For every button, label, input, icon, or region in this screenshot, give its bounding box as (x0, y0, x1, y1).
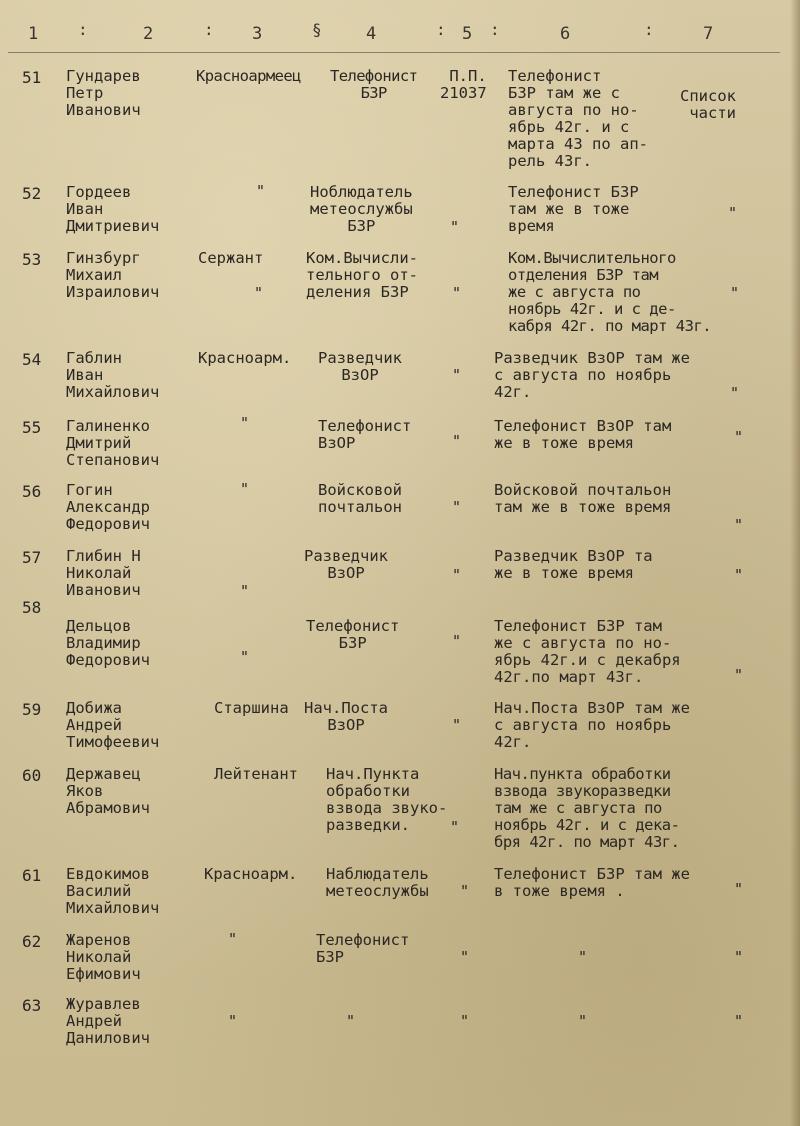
row-55-service: Телефонист ВзОР там же в тоже время (494, 417, 672, 452)
row-51-unit: П.П. 21037 (440, 67, 487, 102)
row-60-service: Нач.пункта обработки взвода звукоразведки там же с августа по ноябрь 42г. и с дека- бря 42г. по март 43г. (494, 765, 680, 851)
row-58-unit-ditto: " (452, 632, 462, 650)
row-57-name: Глибин Н Николай Иванович (66, 547, 141, 599)
row-56-note-ditto: " (734, 516, 744, 534)
column-separator: : (644, 20, 653, 39)
row-58-name: Дельцов Владимир Федорович (66, 617, 150, 669)
row-61-name: Евдокимов Василий Михайлович (66, 865, 160, 917)
row-52-name: Гордеев Иван Дмитриевич (66, 183, 160, 235)
row-53-service: Ком.Вычислительного отделения БЗР там же с августа по ноябрь 42г. и с де- кабря 42г. по март 43г. (508, 249, 712, 335)
row-56-rank-ditto: " (240, 480, 250, 498)
row-53-post: Ком.Вычисли- тельного от- деления БЗР (306, 249, 418, 301)
row-62-note-ditto: " (734, 948, 744, 966)
paper-edge-shadow (790, 0, 800, 1126)
row-63-service-ditto: " (578, 1012, 588, 1030)
column-header-4: 4 (366, 24, 377, 44)
row-61-rank: Красноарм. (204, 865, 298, 883)
row-61-unit-ditto: " (460, 882, 470, 900)
row-51-post: Телефонист БЗР (330, 67, 418, 102)
row-53-rank-ditto-below: " (254, 284, 264, 302)
row-58-service: Телефонист БЗР там же с августа по но- ябрь 42г.и с декабря 42г.по март 43г. (494, 617, 681, 686)
row-62-name: Жаренов Николай Ефимович (66, 931, 141, 983)
row-60-number: 60 (22, 766, 42, 785)
row-59-number: 59 (22, 700, 42, 719)
row-51-service: Телефонист БЗР там же с августа по но- ябрь 42г. и с марта 43 по ап- рель 43г. (508, 67, 648, 170)
header-underline (8, 52, 780, 53)
row-56-post: Войсковой почтальон (318, 481, 402, 516)
row-63-rank-ditto: " (228, 1012, 238, 1030)
column-separator: : (490, 20, 499, 39)
row-52-rank-ditto: " (256, 182, 266, 200)
row-52-number: 52 (22, 184, 42, 203)
row-59-unit-ditto: " (452, 716, 462, 734)
row-62-rank-ditto: " (228, 930, 238, 948)
row-63-post-ditto: " (346, 1012, 356, 1030)
row-54-service: Разведчик ВзОР там же с августа по ноябрь 42г. (494, 349, 690, 401)
row-60-post: Нач.Пункта обработки взвода звуко- разведки. (326, 765, 448, 834)
row-55-note-ditto: " (734, 428, 744, 446)
column-header-6: 6 (560, 24, 571, 44)
row-53-number: 53 (22, 250, 42, 269)
row-61-number: 61 (22, 866, 42, 885)
row-52-post: Ноблюдатель метеослужбы БЗР (310, 183, 413, 235)
row-55-name: Галиненко Дмитрий Степанович (66, 417, 160, 469)
row-62-number: 62 (22, 932, 42, 951)
row-60-unit-ditto: " (450, 818, 460, 836)
row-56-service: Войсковой почтальон там же в тоже время (494, 481, 672, 516)
row-60-name: Державец Яков Абрамович (66, 765, 150, 817)
row-57-service: Разведчик ВзОР та же в тоже время (494, 547, 653, 582)
column-separator: § (312, 20, 321, 39)
row-51-number: 51 (22, 68, 42, 87)
row-56-name: Гогин Александр Федорович (66, 481, 150, 533)
column-separator: : (78, 20, 87, 39)
row-54-post: Разведчик ВзОР (318, 349, 402, 384)
row-58-rank-ditto: " (240, 648, 250, 666)
row-53-unit-ditto: " (452, 284, 462, 302)
row-61-post: Наблюдатель метеослужбы (326, 865, 429, 900)
row-53-rank: Сержант (198, 249, 264, 267)
row-63-unit-ditto: " (460, 1012, 470, 1030)
row-61-service: Телефонист БЗР там же в тоже время . (494, 865, 690, 900)
row-56-number: 56 (22, 482, 42, 501)
row-53-name: Гинзбург Михаил Израилович (66, 249, 160, 301)
row-57-number: 57 (22, 548, 42, 567)
row-52-unit-ditto: " (450, 218, 460, 236)
row-55-unit-ditto: " (452, 432, 462, 450)
row-51-name: Гундарев Петр Иванович (66, 67, 141, 119)
row-55-number: 55 (22, 418, 42, 437)
row-62-service-ditto: " (578, 948, 588, 966)
row-54-unit-ditto: " (452, 366, 462, 384)
row-59-service: Нач.Поста ВзОР там же с августа по ноябрь 42г. (494, 699, 690, 751)
row-59-rank: Старшина (214, 699, 289, 717)
row-54-note-ditto: " (730, 384, 740, 402)
row-55-rank-ditto: " (240, 414, 250, 432)
row-62-unit-ditto: " (460, 948, 470, 966)
row-54-number: 54 (22, 350, 42, 369)
row-57-rank-ditto: " (240, 582, 250, 600)
row-52-note-ditto: " (728, 204, 738, 222)
row-57-post: Разведчик ВзОР (304, 547, 388, 582)
row-58-number: 58 (22, 598, 42, 617)
row-54-rank: Красноарм. (198, 349, 292, 367)
row-59-name: Добижа Андрей Тимофеевич (66, 699, 160, 751)
column-separator: : (436, 20, 445, 39)
row-55-post: Телефонист ВзОР (318, 417, 412, 452)
row-62-post: Телефонист БЗР (316, 931, 410, 966)
row-56-unit-ditto: " (452, 498, 462, 516)
row-57-unit-ditto: " (452, 566, 462, 584)
row-58-note-ditto: " (734, 666, 744, 684)
column-separator: : (204, 20, 213, 39)
row-53-note-ditto: " (730, 284, 740, 302)
column-header-1: 1 (28, 24, 39, 44)
row-60-rank: Лейтенант (214, 765, 298, 783)
row-59-post: Нач.Поста ВзОР (304, 699, 388, 734)
row-63-name: Журавлев Андрей Данилович (66, 995, 150, 1047)
row-63-number: 63 (22, 996, 42, 1015)
row-58-post: Телефонист БЗР (306, 617, 400, 652)
column-header-2: 2 (143, 24, 154, 44)
column-header-3: 3 (252, 24, 263, 44)
row-54-name: Габлин Иван Михайлович (66, 349, 160, 401)
row-52-service: Телефонист БЗР там же в тоже время (508, 183, 639, 235)
column-header-7: 7 (703, 24, 714, 44)
row-57-note-ditto: " (734, 566, 744, 584)
row-51-note: Список части (680, 87, 736, 122)
row-63-note-ditto: " (734, 1012, 744, 1030)
row-51-rank: Красноармеец (196, 67, 301, 85)
column-header-5: 5 (462, 24, 473, 44)
row-61-note-ditto: " (734, 880, 744, 898)
